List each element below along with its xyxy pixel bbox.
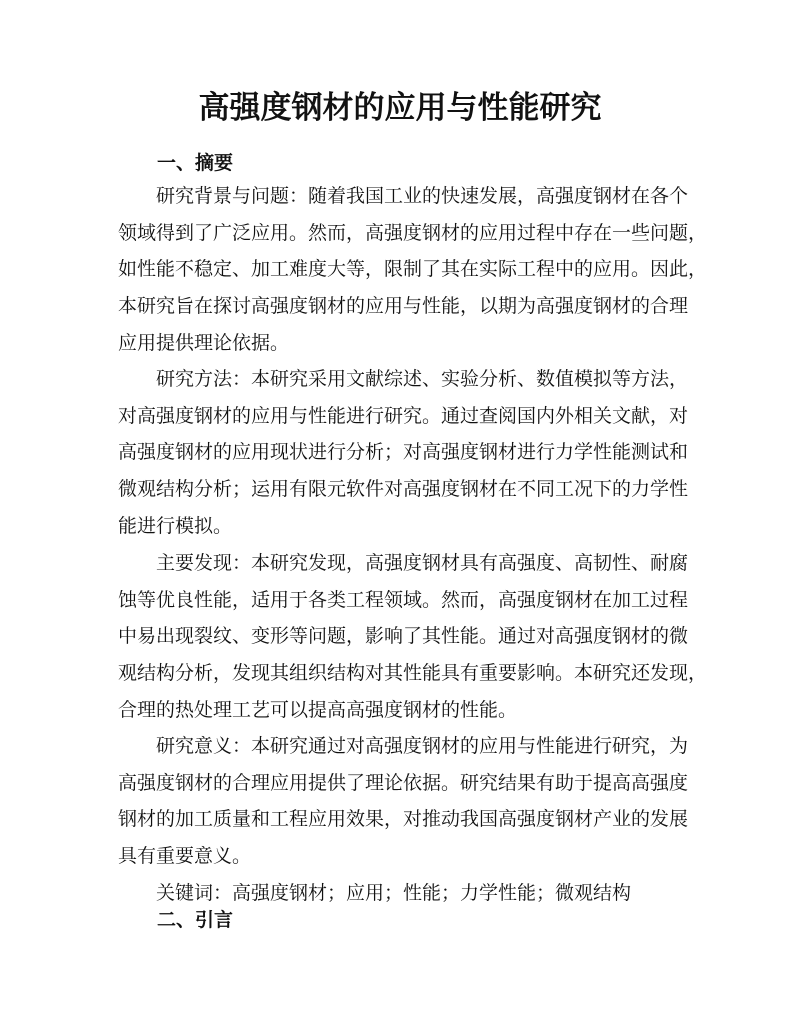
- document-title: 高强度钢材的应用与性能研究: [198, 90, 602, 126]
- paragraph-line: 研究背景与问题：随着我国工业的快速发展，高强度钢材在各个: [156, 185, 689, 207]
- paragraph-line: 对高强度钢材的应用与性能进行研究。通过查阅国内外相关文献，对: [118, 404, 689, 427]
- paragraph-line: 如性能不稳定、加工难度大等，限制了其在实际工程中的应用。因此，: [118, 258, 708, 281]
- paragraph-significance: [118, 728, 689, 875]
- paragraph-line: 主要发现：本研究发现，高强度钢材具有高强度、高韧性、耐腐: [156, 552, 689, 574]
- paragraph-findings: [118, 545, 708, 728]
- paragraph-line: 应用提供理论依据。: [118, 331, 290, 354]
- paragraph-line: 中易出现裂纹、变形等问题，影响了其性能。通过对高强度钢材的微: [118, 625, 689, 648]
- paragraph-line: 研究意义：本研究通过对高强度钢材的应用与性能进行研究，为: [156, 735, 689, 757]
- paragraph-line: 蚀等优良性能，适用于各类工程领域。然而，高强度钢材在加工过程: [118, 588, 689, 611]
- paragraph-methods: [118, 361, 689, 544]
- paragraph-line: 领域得到了广泛应用。然而，高强度钢材的应用过程中存在一些问题，: [118, 221, 708, 244]
- paragraph-line: 高强度钢材的合理应用提供了理论依据。研究结果有助于提高高强度: [118, 771, 689, 794]
- section-heading-introduction: 二、引言: [157, 909, 234, 931]
- section-heading-abstract: 一、摘要: [157, 152, 234, 174]
- paragraph-line: 研究方法：本研究采用文献综述、实验分析、数值模拟等方法，: [156, 368, 689, 390]
- paragraph-line: 观结构分析，发现其组织结构对其性能具有重要影响。本研究还发现，: [118, 662, 708, 685]
- paragraph-line: 具有重要意义。: [118, 845, 252, 868]
- paragraph-line: 能进行模拟。: [118, 514, 233, 537]
- paragraph-line: 高强度钢材的应用现状进行分析；对高强度钢材进行力学性能测试和: [118, 441, 689, 464]
- paragraph-line: 微观结构分析；运用有限元软件对高强度钢材在不同工况下的力学性: [118, 478, 689, 501]
- paragraph-line: 钢材的加工质量和工程应用效果，对推动我国高强度钢材产业的发展: [118, 808, 689, 831]
- paragraph-background: [118, 178, 708, 361]
- keywords-text: 关键词：高强度钢材；应用；性能；力学性能；微观结构: [156, 882, 632, 904]
- paragraph-line: 本研究旨在探讨高强度钢材的应用与性能，以期为高强度钢材的合理: [118, 295, 689, 318]
- paragraph-line: 合理的热处理工艺可以提高高强度钢材的性能。: [118, 698, 518, 721]
